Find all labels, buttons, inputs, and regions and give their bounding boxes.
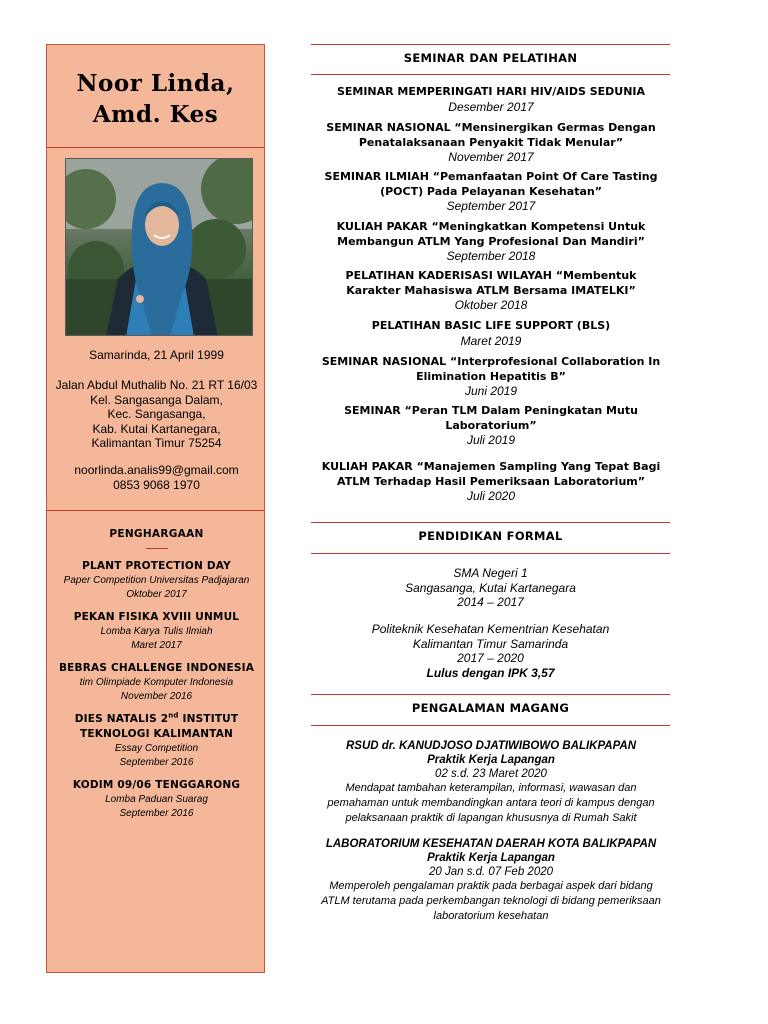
award-item: BEBRAS CHALLENGE INDONESIA tim Olimpiade Komputer Indonesia November 2016 xyxy=(58,662,255,702)
section-line xyxy=(311,44,670,45)
award-item: PEKAN FISIKA XVIII UNMUL Lomba Karya Tulis Ilmiah Maret 2017 xyxy=(73,611,240,651)
section-line xyxy=(311,694,670,695)
contact-block xyxy=(47,463,266,492)
internship-item: LABORATORIUM KESEHATAN DAERAH KOTA BALIKPAPAN Praktik Kerja Lapangan 20 Jan s.d. 07 Feb 2020 Memperoleh pengalaman praktik pada berbagai aspek dari bidang ATLM terutama pada perkembangan teknologi di bidang pemeriksaan laboratorium kesehatan xyxy=(321,838,661,922)
seminar-item: PELATIHAN BASIC LIFE SUPPORT (BLS) Maret 2019 xyxy=(371,319,611,348)
award-item: KODIM 09/06 TENGGARONG Lomba Paduan Suarag September 2016 xyxy=(72,779,241,819)
education-item: Politeknik Kesehatan Kementrian Kesehatan Kalimantan Timur Samarinda 2017 – 2020 Lulus dengan IPK 3,57 xyxy=(311,622,670,680)
seminar-item: SEMINAR NASIONAL “Mensinergikan Germas Dengan Penatalaksanaan Penyakit Tidak Menular” November 2017 xyxy=(326,121,656,164)
internship-heading: PENGALAMAN MAGANG xyxy=(411,701,570,715)
sidebar xyxy=(46,44,265,973)
seminar-item: KULIAH PAKAR “Manajemen Sampling Yang Tepat Bagi ATLM Terhadap Hasil Pemeriksaan Laboratorium” Juli 2020 xyxy=(321,460,661,503)
section-line xyxy=(311,553,670,554)
award-item: PLANT PROTECTION DAY Paper Competition Universitas Padjajaran Oktober 2017 xyxy=(63,560,250,600)
seminar-item: KULIAH PAKAR “Meningkatkan Kompetensi Untuk Membangun ATLM Yang Profesional Dan Mandiri” September 2018 xyxy=(336,220,646,263)
portrait-image xyxy=(66,159,253,336)
section-line xyxy=(311,725,670,726)
award-item: DIES NATALIS 2nd INSTITUT TEKNOLOGI KALIMANTAN Essay Competition September 2016 xyxy=(74,711,239,768)
section-line xyxy=(311,74,670,75)
name-divider xyxy=(47,147,264,148)
awards-heading: PENGHARGAAN xyxy=(109,528,204,540)
education-item: SMA Negeri 1 Sangasanga, Kutai Kartanegara 2014 – 2017 xyxy=(405,566,576,609)
seminar-item: PELATIHAN KADERISASI WILAYAH “Membentuk Karakter Mahasiswa ATLM Bersama IMATELKI” Oktober 2018 xyxy=(345,269,637,312)
internship-item: RSUD dr. KANUDJOSO DJATIWIBOWO BALIKPAPAN Praktik Kerja Lapangan 02 s.d. 23 Maret 2020 Mendapat tambahan keterampilan, informasi, wawasan dan pemahaman untuk membandingkan antara teori di kampus dengan pelaksanaan praktik di lapangan khususnya di Rumah Sakit xyxy=(327,740,655,824)
section-line xyxy=(311,522,670,523)
address-block: Jalan Abdul Muthalib No. 21 RT 16/03 Kel. Sangasanga Dalam, Kec. Sangasanga, Kab. Kutai Kartanegara, Kalimantan Timur 75254 xyxy=(55,378,258,450)
person-name: Noor Linda, Amd. Kes xyxy=(76,70,235,128)
seminar-heading: SEMINAR DAN PELATIHAN xyxy=(403,51,578,65)
birth-info: Samarinda, 21 April 1999 xyxy=(89,348,224,362)
seminar-item: SEMINAR NASIONAL “Interprofesional Collaboration In Elimination Hepatitis B” Juni 2019 xyxy=(321,355,661,398)
seminar-item: SEMINAR “Peran TLM Dalam Peningkatan Mutu Laboratorium” Juli 2019 xyxy=(344,404,638,447)
profile-photo xyxy=(65,158,253,336)
awards-heading-underline xyxy=(146,548,168,549)
seminar-item: SEMINAR ILMIAH “Pemanfaatan Point Of Care Tasting (POCT) Pada Pelayanan Kesehatan” September 2017 xyxy=(324,170,658,213)
seminar-item: SEMINAR MEMPERINGATI HARI HIV/AIDS SEDUNIA Desember 2017 xyxy=(336,85,646,114)
education-heading: PENDIDIKAN FORMAL xyxy=(418,529,563,543)
phone-text: 0853 9068 1970 xyxy=(113,477,200,492)
contact-divider xyxy=(47,510,264,511)
gpa-note: Lulus dengan IPK 3,57 xyxy=(426,665,555,680)
email-text: noorlinda.analis99@gmail.com xyxy=(74,463,239,477)
